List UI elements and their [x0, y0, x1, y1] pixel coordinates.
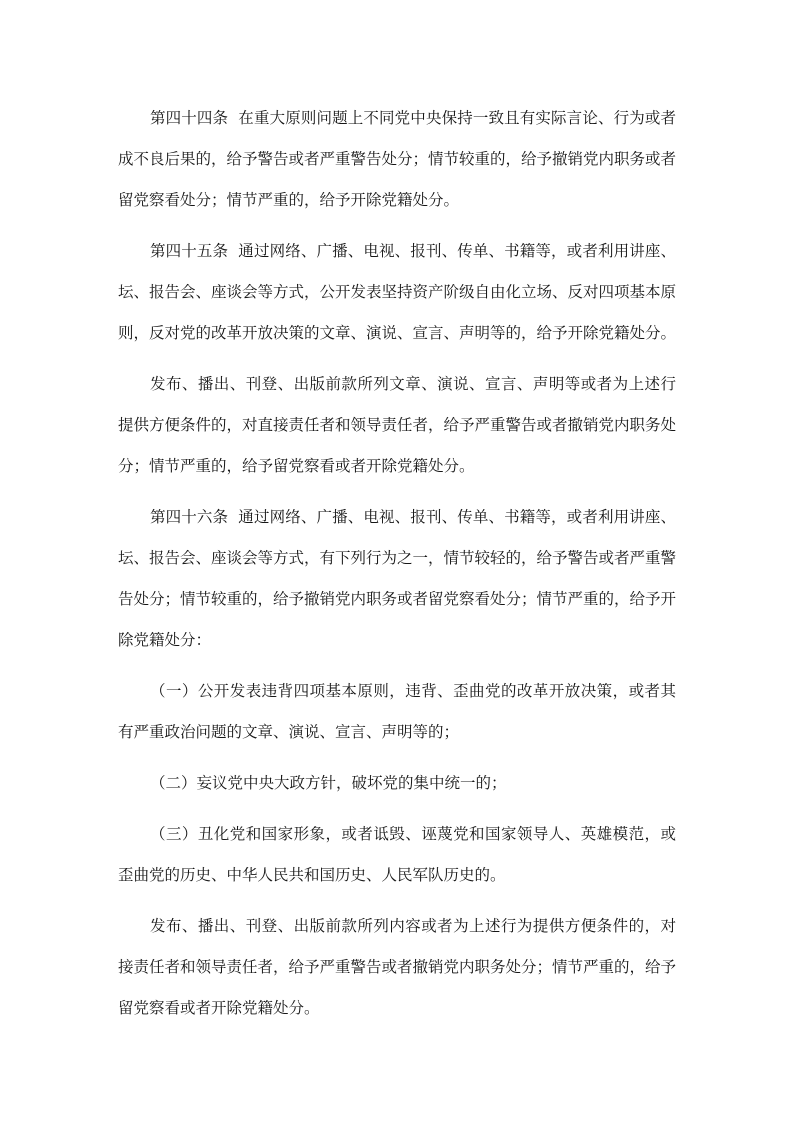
- text-line: （一）公开发表违背四项基本原则，违背、歪曲党的改革开放决策，或者其: [150, 682, 676, 700]
- article-45-paragraph: [118, 231, 676, 354]
- text-line: 提供方便条件的，对直接责任者和领导责任者，给予严重警告或者撤销党内职务处: [118, 416, 676, 434]
- text-line: 发布、播出、刊登、出版前款所列内容或者为上述行为提供方便条件的，对: [150, 917, 676, 935]
- text-line: 第四十五条 通过网络、广播、电视、报刊、传单、书籍等，或者利用讲座、: [150, 242, 676, 260]
- text-line: 除党籍处分：: [118, 631, 212, 649]
- text-line: 坛、报告会、座谈会等方式，有下列行为之一，情节较轻的，给予警告或者严重警: [118, 549, 676, 567]
- text-line: 告处分；情节较重的，给予撤销党内职务或者留党察看处分；情节严重的，给予开: [118, 590, 676, 608]
- text-line: 则，反对党的改革开放决策的文章、演说、宣言、声明等的，给予开除党籍处分。: [118, 324, 676, 342]
- text-line: （三）丑化党和国家形象，或者诋毁、诬蔑党和国家领导人、英雄模范，或: [150, 825, 676, 843]
- item-2-paragraph: [118, 763, 676, 804]
- text-line: 第四十六条 通过网络、广播、电视、报刊、传单、书籍等，或者利用讲座、: [150, 508, 676, 526]
- article-44-paragraph: [118, 98, 676, 221]
- item-3-paragraph: [118, 814, 676, 896]
- article-46-second-paragraph: [118, 906, 676, 1029]
- text-line: 歪曲党的历史、中华人民共和国历史、人民军队历史的。: [118, 866, 506, 884]
- text-line: 有严重政治问题的文章、演说、宣言、声明等的；: [118, 723, 460, 741]
- document-body: [118, 98, 676, 1029]
- text-line: 接责任者和领导责任者，给予严重警告或者撤销党内职务处分；情节严重的，给予: [118, 958, 676, 976]
- text-line: 留党察看处分；情节严重的，给予开除党籍处分。: [118, 191, 460, 209]
- text-line: （二）妄议党中央大政方针，破坏党的集中统一的；: [150, 774, 507, 792]
- text-line: 成不良后果的，给予警告或者严重警告处分；情节较重的，给予撤销党内职务或者: [118, 150, 676, 168]
- text-line: 留党察看或者开除党籍处分。: [118, 999, 320, 1017]
- article-46-paragraph: [118, 497, 676, 661]
- text-line: 分；情节严重的，给予留党察看或者开除党籍处分。: [118, 457, 475, 475]
- article-45-second-paragraph: [118, 364, 676, 487]
- text-line: 坛、报告会、座谈会等方式，公开发表坚持资产阶级自由化立场、反对四项基本原: [118, 283, 676, 301]
- item-1-paragraph: [118, 671, 676, 753]
- text-line: 发布、播出、刊登、出版前款所列文章、演说、宣言、声明等或者为上述行: [150, 375, 676, 393]
- text-line: 第四十四条 在重大原则问题上不同党中央保持一致且有实际言论、行为或者: [150, 109, 676, 127]
